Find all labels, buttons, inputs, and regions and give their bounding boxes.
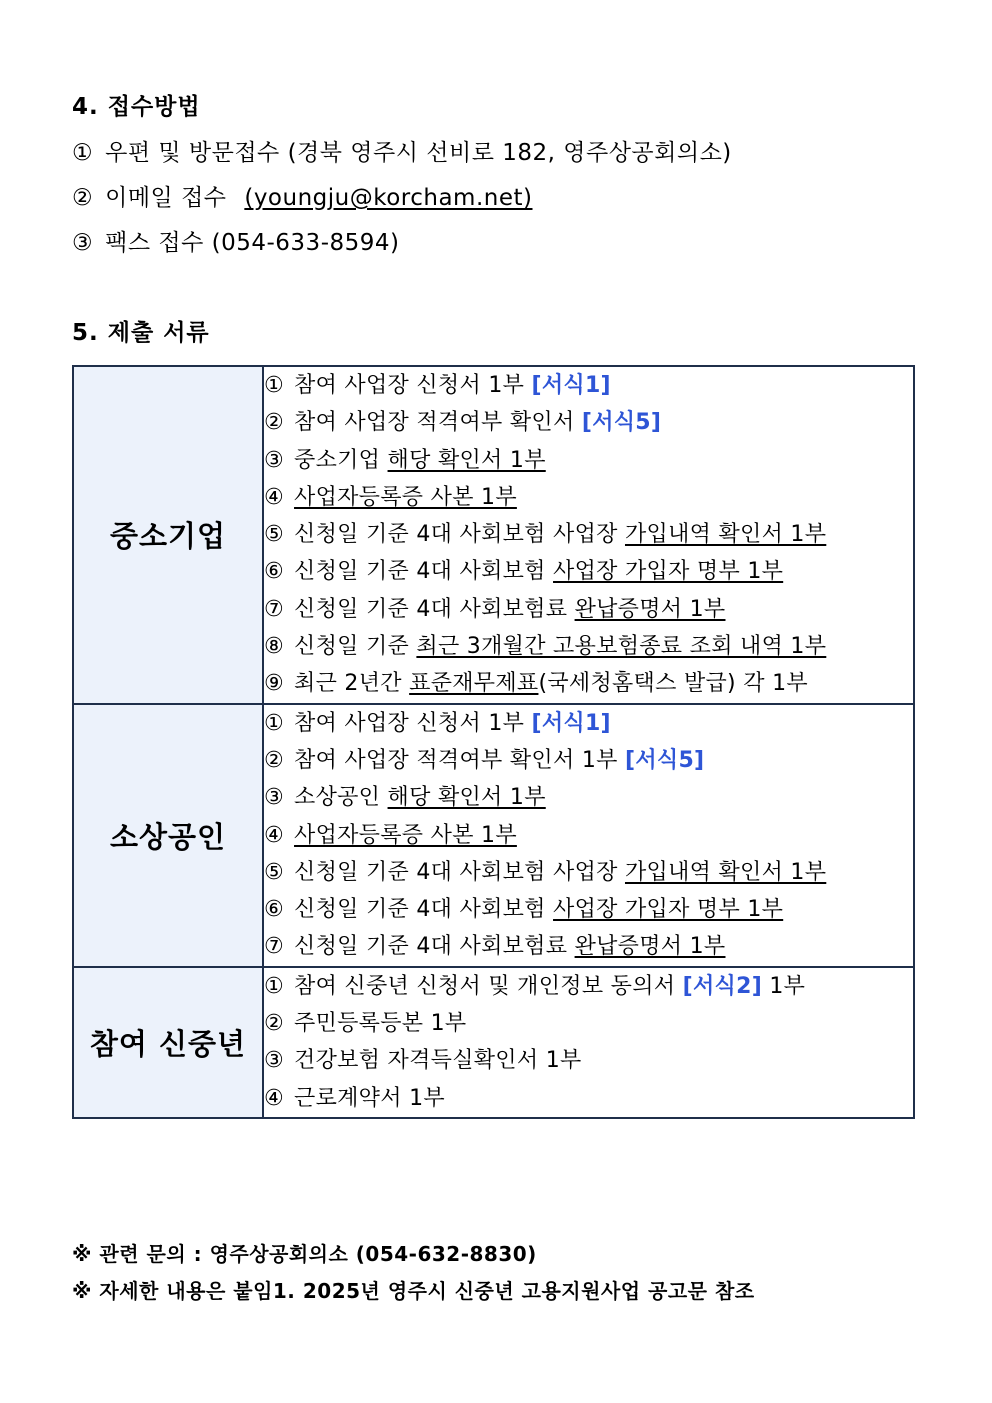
document-item: [264, 665, 913, 702]
item-text: 건강보험 자격득실확인서 1부: [294, 1048, 582, 1074]
item-text: 신청일 기준 4대 사회보험료: [294, 934, 568, 960]
document-item: [264, 891, 913, 928]
item-number: ⑥: [264, 559, 285, 585]
category-cell: 중소기업: [73, 366, 263, 704]
document-item: [264, 516, 913, 553]
items-cell: [263, 967, 914, 1118]
document-item: [264, 742, 913, 779]
item-text: 근로계약서 1부: [294, 1085, 445, 1111]
item-number: ④: [264, 484, 285, 510]
item-text: 참여 사업장 신청서 1부: [294, 373, 525, 398]
item-number: ⑥: [264, 897, 285, 923]
item-text-suffix: 1부: [769, 973, 806, 999]
item-underlined-text: 사업장 가입자 명부 1부: [553, 559, 784, 585]
item-number: ⑨: [264, 671, 285, 697]
method-text: 팩스 접수 (054-633-8594): [105, 230, 400, 256]
item-number: ③: [264, 1048, 285, 1074]
item-underlined-text: 사업장 가입자 명부 1부: [553, 897, 784, 923]
section-4-title: 4. 접수방법: [72, 94, 201, 120]
document-item: [264, 479, 913, 516]
contact-note: ※ 관련 문의 : 영주상공회의소 (054-632-8830): [72, 1242, 537, 1266]
email-link[interactable]: (youngju@korcham.net): [244, 185, 533, 211]
item-text: 참여 신중년 신청서 및 개인정보 동의서: [294, 973, 676, 999]
method-post-visit: [72, 134, 732, 167]
item-underlined-text: 사업자등록증 사본 1부: [294, 822, 517, 848]
item-text: 참여 사업장 신청서 1부: [294, 710, 525, 736]
document-item: [264, 553, 913, 590]
document-item: [264, 928, 913, 965]
document-item: [264, 854, 913, 891]
documents-row: [73, 967, 914, 1118]
item-number: ③: [72, 230, 94, 256]
item-text: 참여 사업장 적격여부 확인서: [294, 410, 575, 436]
item-number: ①: [264, 710, 285, 736]
document-item: [264, 1005, 913, 1042]
item-number: ①: [72, 140, 94, 166]
method-text: 이메일 접수: [105, 185, 227, 211]
item-number: ②: [264, 1011, 285, 1037]
item-text: 중소기업: [294, 447, 381, 473]
form-tag: [서식1]: [531, 373, 611, 398]
items-cell: [263, 704, 914, 967]
item-underlined-text: 해당 확인서 1부: [387, 785, 546, 811]
item-underlined-text: 완납증명서 1부: [574, 596, 726, 622]
item-underlined-text: 가입내역 확인서 1부: [624, 859, 827, 885]
document-item: [264, 968, 913, 1005]
item-number: ⑤: [264, 522, 285, 548]
item-underlined-text: 최근 3개월간 고용보험종료 조회 내역 1부: [416, 634, 827, 660]
item-text-suffix: (국세청홈택스 발급) 각 1부: [538, 671, 808, 697]
item-number: ④: [264, 1085, 285, 1111]
item-text: 신청일 기준 4대 사회보험: [294, 559, 546, 585]
form-tag: [서식1]: [531, 710, 611, 736]
method-fax: [72, 224, 400, 257]
item-number: ⑤: [264, 859, 285, 885]
item-number: ④: [264, 822, 285, 848]
documents-row: [73, 366, 914, 704]
item-number: ③: [264, 447, 285, 473]
item-text: 신청일 기준: [294, 634, 410, 660]
item-number: ①: [264, 373, 285, 398]
document-item: [264, 779, 913, 816]
form-tag: [서식5]: [624, 747, 705, 773]
method-email: [72, 179, 533, 212]
item-underlined-text: 해당 확인서 1부: [387, 447, 546, 473]
reference-note: ※ 자세한 내용은 붙임1. 2025년 영주시 신중년 고용지원사업 공고문 참조: [72, 1279, 755, 1303]
item-number: ②: [264, 747, 285, 773]
item-underlined-text: 완납증명서 1부: [574, 934, 726, 960]
documents-row: [73, 704, 914, 967]
item-number: ②: [264, 410, 285, 436]
form-tag: [서식2]: [682, 973, 763, 999]
document-item: [264, 628, 913, 665]
method-text: 우편 및 방문접수 (경북 영주시 선비로 182, 영주상공회의소): [105, 140, 732, 166]
document-item: [264, 1042, 913, 1079]
section-5-title: 5. 제출 서류: [72, 320, 210, 346]
item-text: 최근 2년간: [294, 671, 402, 697]
documents-table: [72, 365, 915, 1119]
document-item: [264, 591, 913, 628]
item-text: 주민등록등본 1부: [294, 1011, 467, 1037]
document-item: [264, 1080, 913, 1117]
item-text: 신청일 기준 4대 사회보험: [294, 897, 546, 923]
item-underlined-text: 사업자등록증 사본 1부: [294, 484, 517, 510]
document-item: [264, 404, 913, 441]
item-number: ⑦: [264, 596, 285, 622]
items-cell: [263, 366, 914, 704]
item-text: 신청일 기준 4대 사회보험 사업장: [294, 859, 618, 885]
form-tag: [서식5]: [581, 410, 662, 436]
category-cell: 소상공인: [73, 704, 263, 967]
category-cell: 참여 신중년: [73, 967, 263, 1118]
item-text: 신청일 기준 4대 사회보험료: [294, 596, 568, 622]
item-number: ②: [72, 185, 94, 211]
item-text: 참여 사업장 적격여부 확인서 1부: [294, 747, 618, 773]
document-item: [264, 367, 913, 404]
item-text: 소상공인: [294, 785, 381, 811]
item-number: ⑦: [264, 934, 285, 960]
item-underlined-text: 가입내역 확인서 1부: [624, 522, 827, 548]
document-item: [264, 442, 913, 479]
document-item: [264, 705, 913, 742]
item-number: ③: [264, 785, 285, 811]
item-underlined-text: 표준재무제표: [409, 671, 539, 697]
item-number: ①: [264, 973, 285, 999]
item-text: 신청일 기준 4대 사회보험 사업장: [294, 522, 618, 548]
item-number: ⑧: [264, 634, 285, 660]
document-item: [264, 817, 913, 854]
